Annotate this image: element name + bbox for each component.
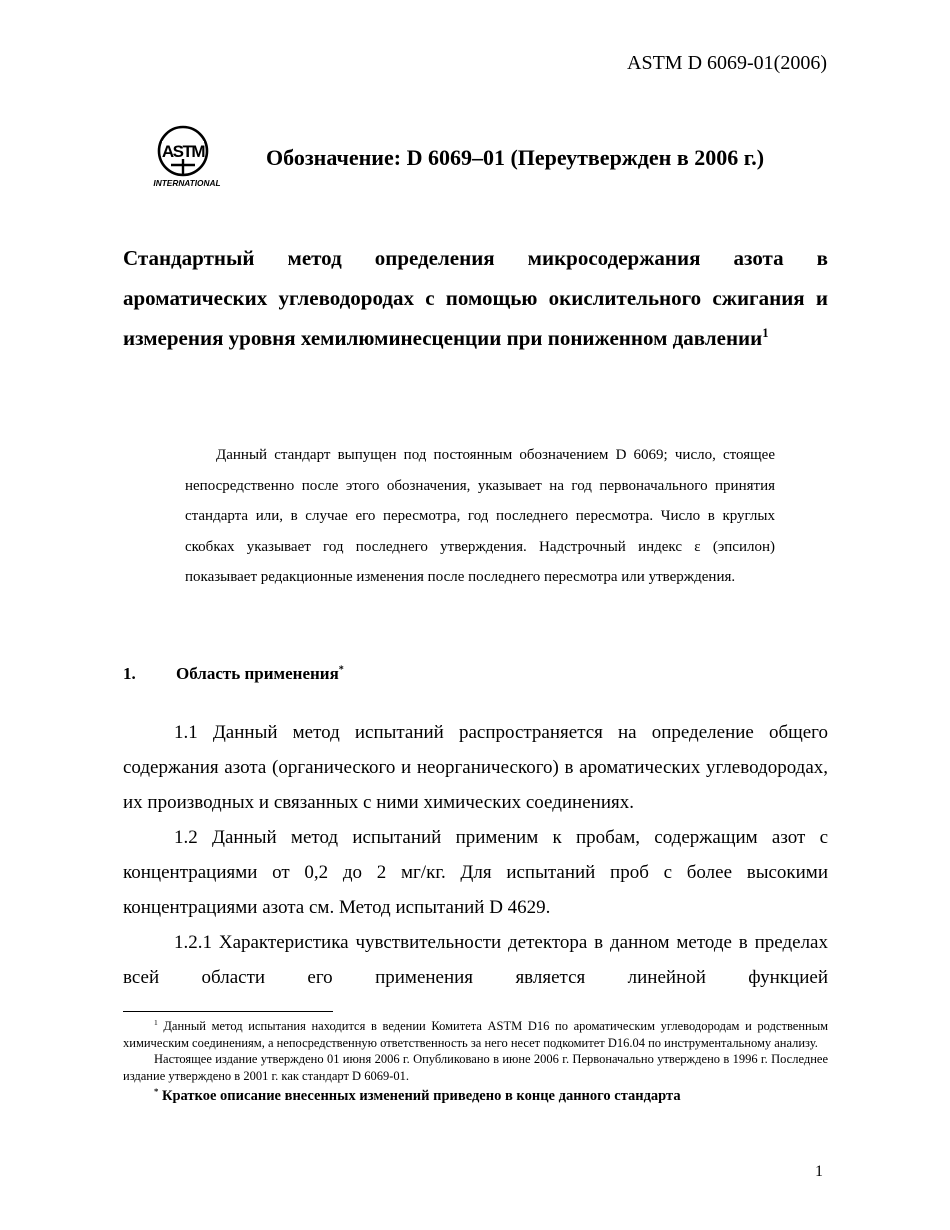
section-body (123, 715, 828, 995)
section-number: 1. (123, 664, 136, 683)
section-title: Область применения (176, 664, 339, 683)
title-footnote-ref: 1 (762, 326, 769, 340)
section-heading (123, 664, 344, 684)
standard-code: ASTM D 6069-01(2006) (627, 52, 827, 74)
footnotes (123, 1018, 828, 1107)
footnote-1-text: Данный метод испытания находится в ведении Комитета ASTM D16 по ароматическим углеводородам и родственным химическим соединениям, а непосредственную ответственность за него несет подкомитет D16.04 по инструментальному анализу. (123, 1019, 829, 1050)
document-title-text: Стандартный метод определения микросодержания азота в ароматических углеводородах с помощью окислительного сжигания и измерения уровня хемилюминесценции при пониженном давлении (123, 246, 828, 350)
paragraph-1-2-1: 1.2.1 Характеристика чувствительности детектора в данном методе в пределах всей области его применения является линейной функцией (123, 932, 828, 988)
footnote-2: Настоящее издание утверждено 01 июня 2006 г. Опубликовано в июне 2006 г. Первоначально утверждено в 1996 г. Последнее издание утверждено в 2001 г. как стандарт D 6069-01. (123, 1052, 828, 1083)
footnote-divider (123, 1011, 333, 1012)
footnote-1-mark: 1 (154, 1017, 158, 1027)
footnote-3-mark: * (154, 1086, 159, 1097)
document-title (123, 238, 828, 358)
astm-logo-emblem (159, 127, 207, 175)
page-number: 1 (815, 1163, 823, 1180)
footnote-1 (123, 1018, 828, 1051)
section-footnote-ref: * (338, 664, 344, 676)
standard-notice: Данный стандарт выпущен под постоянным обозначением D 6069; число, стоящее непосредственно после этого обозначения, указывает на год первоначального принятия стандарта или, в случае его пересмотра, год последнего пересмотра. Число в круглых скобках указывает год последнего утверждения. Надстрочный индекс ε (эпсилон) показывает редакционные изменения после последнего пересмотра или утверждения. (185, 447, 775, 585)
logo-text-bottom: INTERNATIONAL (153, 178, 221, 188)
logo-text-top: ASTM (161, 142, 205, 161)
footnote-3-text: Краткое описание внесенных изменений приведено в конце данного стандарта (161, 1088, 681, 1104)
astm-logo-icon (150, 125, 224, 189)
paragraph-1-2: 1.2 Данный метод испытаний применим к пробам, содержащим азот с концентрациями от 0,2 до 2 мг/кг. Для испытаний проб с более высокими концентрациями азота см. Метод испытаний D 4629. (123, 827, 828, 918)
footnote-3 (123, 1085, 828, 1107)
designation-heading: Обозначение: D 6069–01 (Переутвержден в 2006 г.) (266, 145, 765, 170)
paragraph-1-1: 1.1 Данный метод испытаний распространяется на определение общего содержания азота (органического и неорганического) в ароматических углеводородах, их производных и связанных с ними химических соединениях. (123, 722, 828, 813)
